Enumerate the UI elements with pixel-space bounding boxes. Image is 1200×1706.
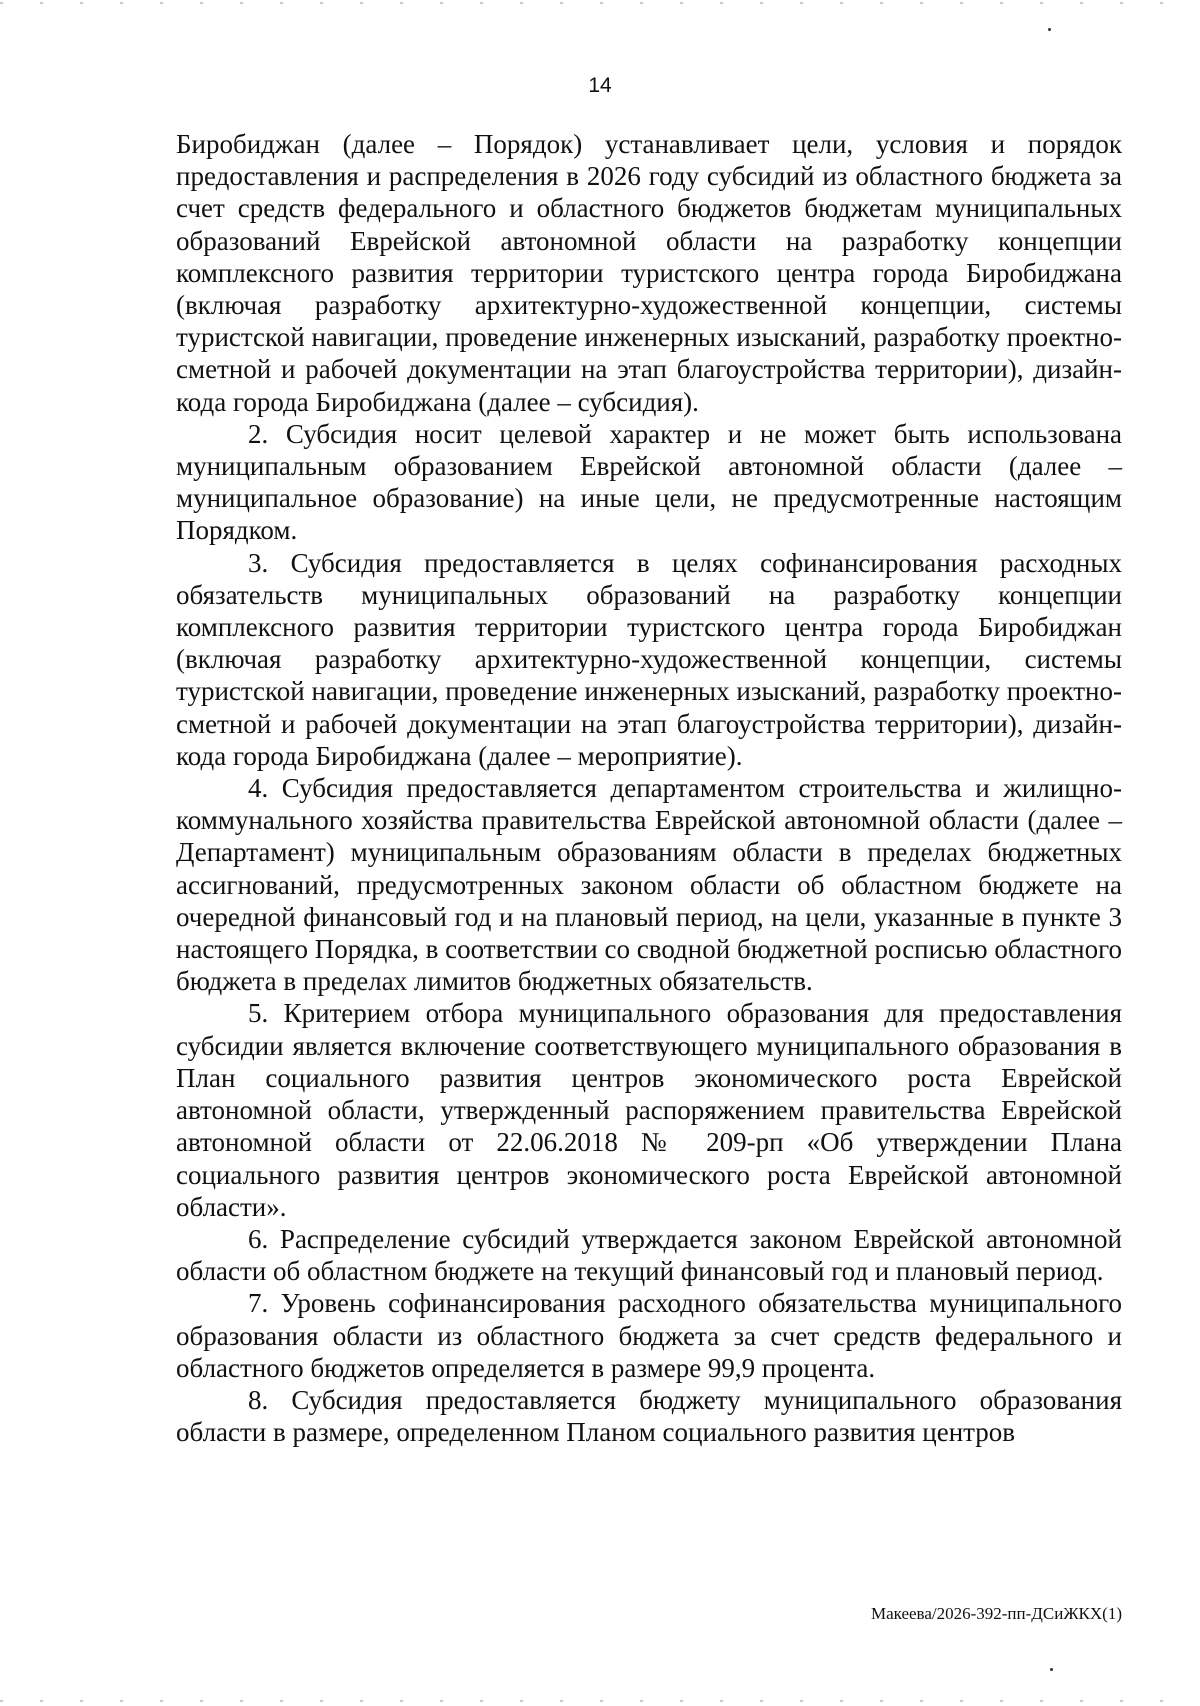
- paragraph-intro: Биробиджан (далее – Порядок) устанавливает цели, условия и порядок предоставления и распределения в 2026 году субсидий из областного бюджета за счет средств федерального и областного бюджетов бюджетам муниципальных образований Еврейской автономной области на разработку концепции комплексного развития территории туристского центра города Биробиджана (включая разработку архитектурно-художественной концепции, системы туристской навигации, проведение инженерных изысканий, разработку проектно-сметной и рабочей документации на этап благоустройства территории), дизайн-кода города Биробиджана (далее – субсидия).: [176, 129, 1122, 417]
- document-body: [176, 128, 1122, 1448]
- scan-edge-bottom: [0, 1700, 1200, 1702]
- page-number: 14: [588, 74, 612, 97]
- paragraph-item-2: 2. Субсидия носит целевой характер и не может быть использована муниципальным образованием Еврейской автономной области (далее – муниципальное образование) на иные цели, не предусмотренные настоящим Порядком.: [176, 418, 1122, 546]
- footer-reference: Макеева/2026-392-пп-ДСиЖКХ(1): [870, 1604, 1122, 1623]
- paragraph-item-5: 5. Критерием отбора муниципального образования для предоставления субсидии является включение соответствующего муниципального образования в План социального развития центров экономического роста Еврейской автономной области, утвержденный распоряжением правительства Еврейской автономной области от 22.06.2018 № 209-рп «Об утверждении Плана социального развития центров экономического роста Еврейской автономной области».: [176, 998, 1122, 1222]
- paragraph-item-6: 6. Распределение субсидий утверждается законом Еврейской автономной области об областном бюджете на текущий финансовый год и плановый период.: [176, 1223, 1122, 1287]
- scan-speck: [1048, 28, 1051, 31]
- scan-speck: [1050, 1668, 1053, 1671]
- paragraph-item-3: 3. Субсидия предоставляется в целях софинансирования расходных обязательств муниципальных образований на разработку концепции комплексного развития территории туристского центра города Биробиджан (включая разработку архитектурно-художественной концепции, системы туристской навигации, проведение инженерных изысканий, разработку проектно-сметной и рабочей документации на этап благоустройства территории), дизайн-кода города Биробиджана (далее – мероприятие).: [176, 547, 1122, 771]
- paragraph-item-4: 4. Субсидия предоставляется департаментом строительства и жилищно-коммунального хозяйства правительства Еврейской автономной области (далее – Департамент) муниципальным образованиям области в пределах бюджетных ассигнований, предусмотренных законом области об областном бюджете на очередной финансовый год и на плановый период, на цели, указанные в пункте 3 настоящего Порядка, в соответствии со сводной бюджетной росписью областного бюджета в пределах лимитов бюджетных обязательств.: [176, 773, 1122, 997]
- scan-edge-top: [0, 2, 1200, 4]
- paragraph-item-8: 8. Субсидия предоставляется бюджету муниципального образования области в размере, определенном Планом социального развития центров: [176, 1384, 1122, 1448]
- paragraph-item-7: 7. Уровень софинансирования расходного обязательства муниципального образования области из областного бюджета за счет средств федерального и областного бюджетов определяется в размере 99,9 процента.: [176, 1288, 1122, 1383]
